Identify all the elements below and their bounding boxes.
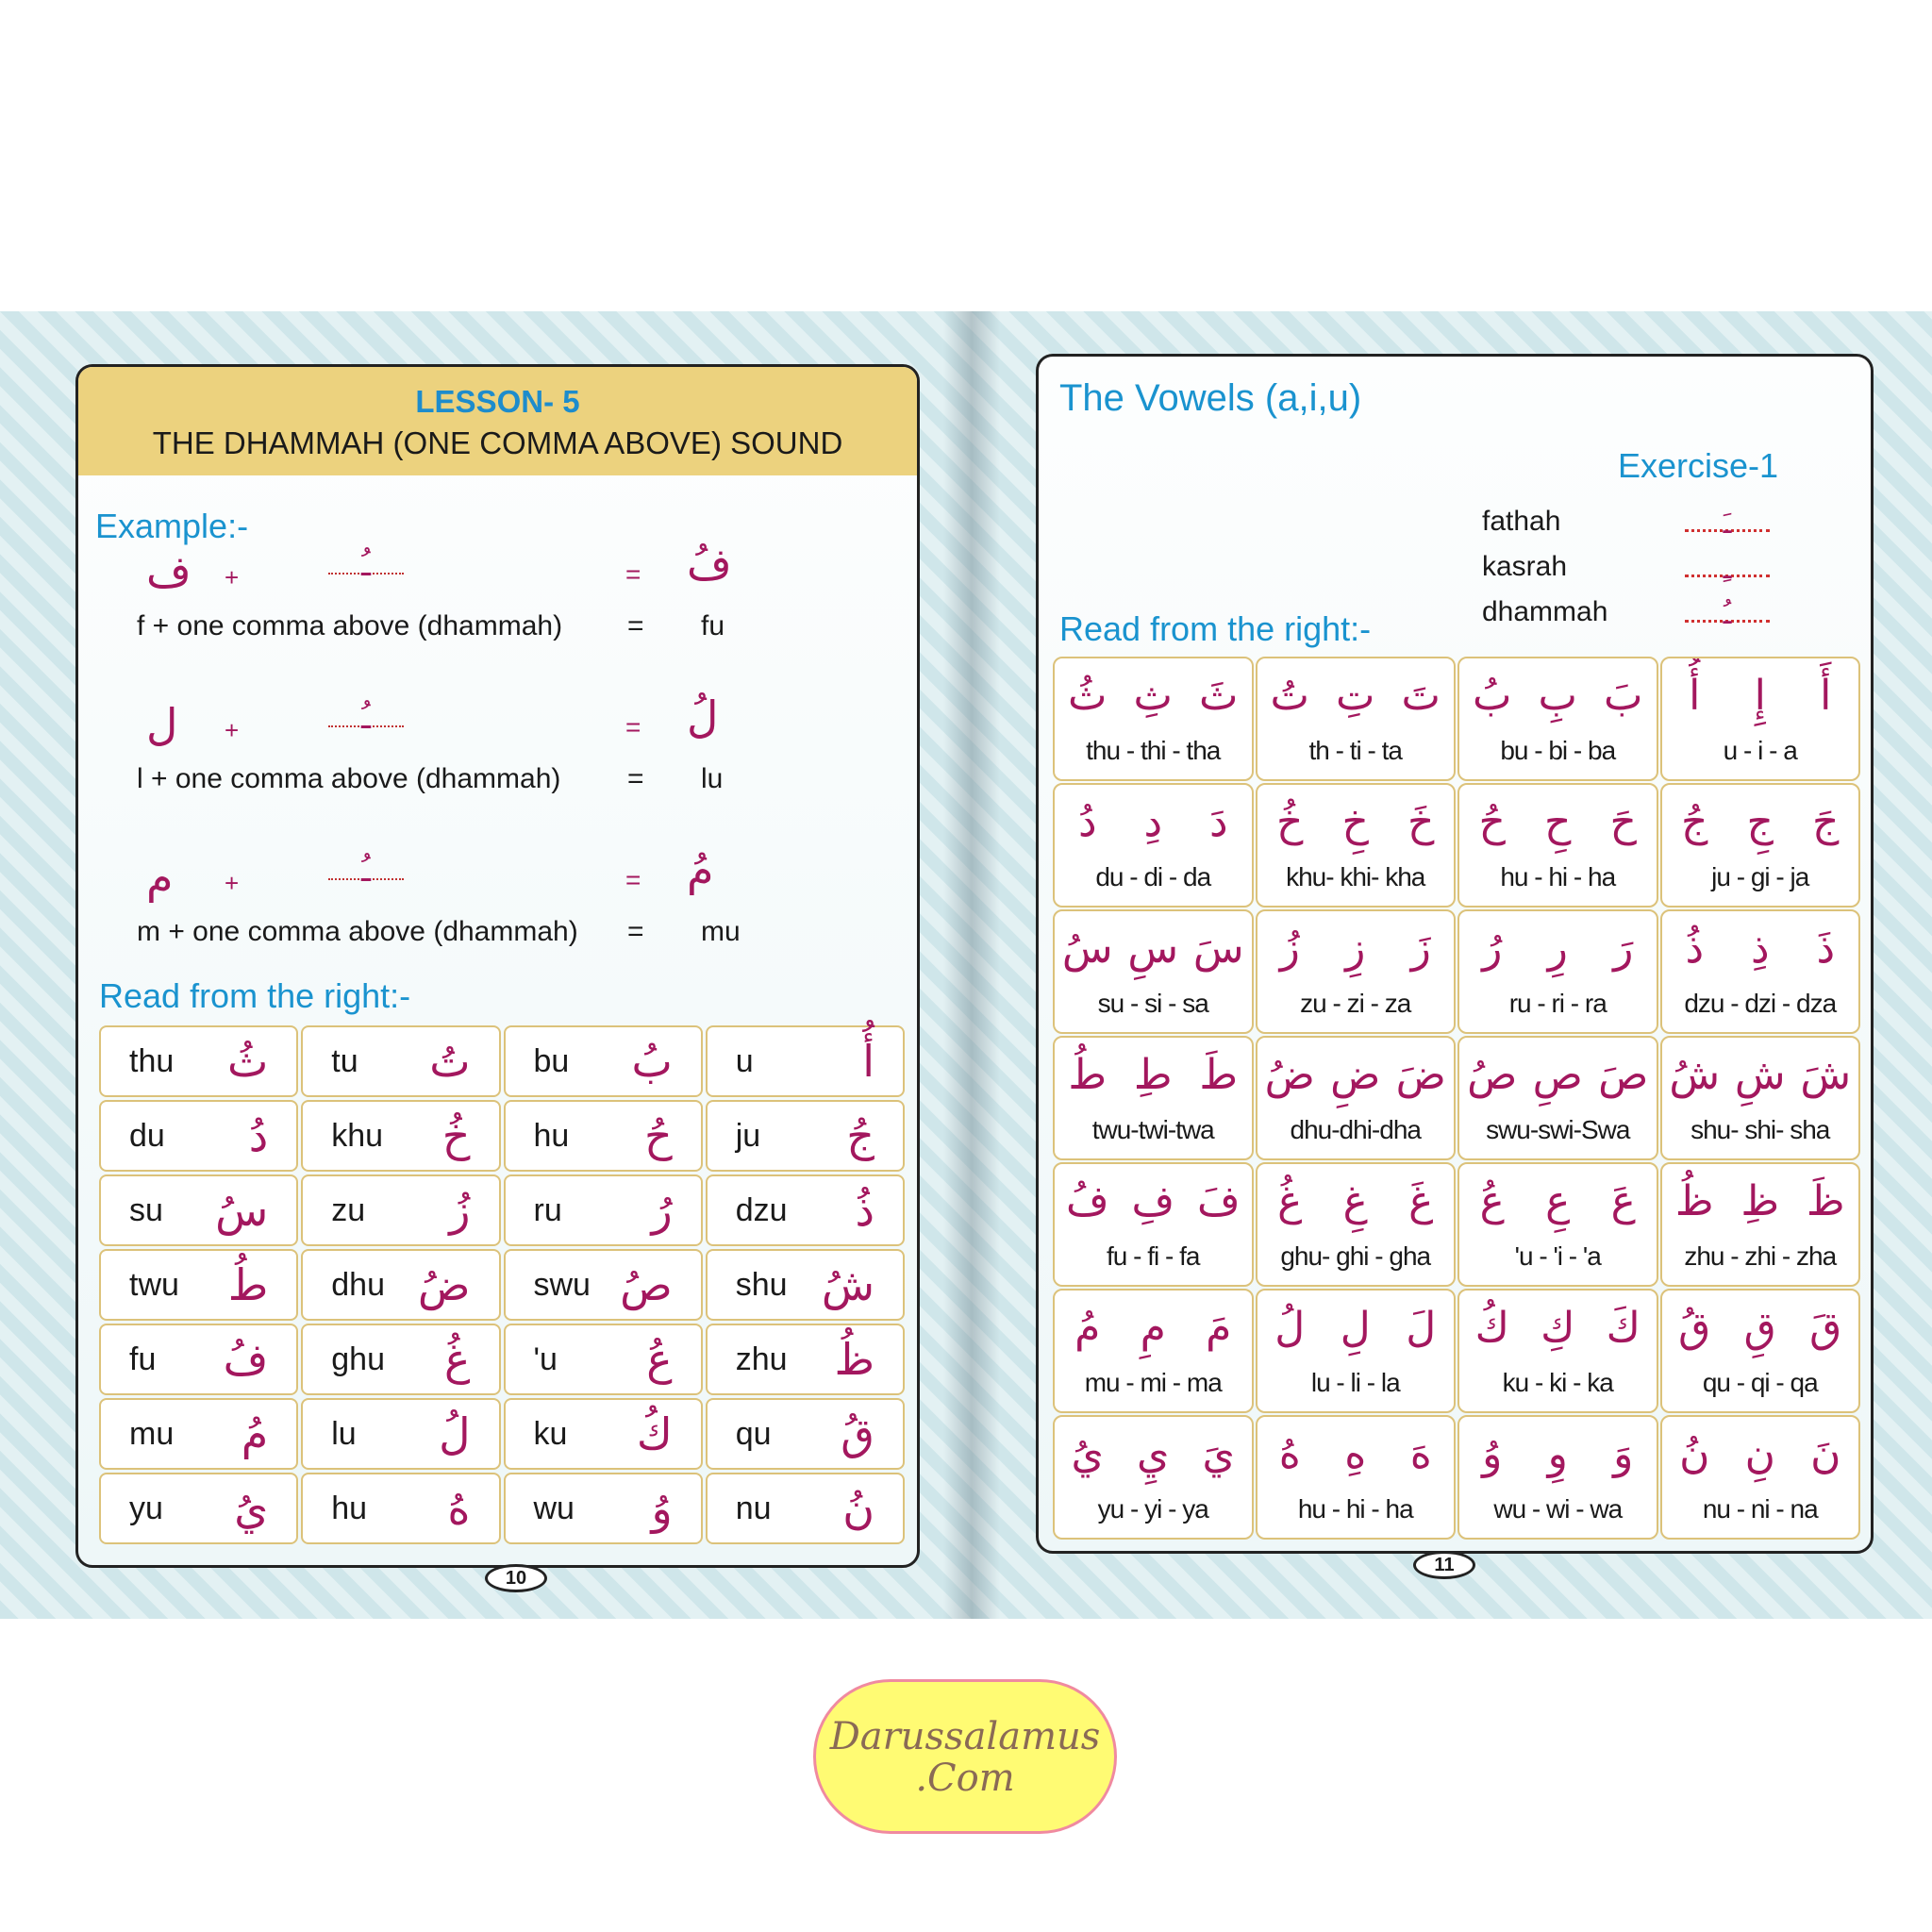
arabic-syllable: غِ — [1342, 1177, 1368, 1225]
arabic-syllable: دُ — [1077, 798, 1097, 846]
arabic-syllable: خِ — [1341, 798, 1369, 846]
romanization: thu - thi - tha — [1086, 736, 1221, 765]
romanization: qu — [735, 1415, 772, 1452]
arabic-syllable: ظُ — [1674, 1177, 1714, 1225]
arabic-syllable: غُ — [1277, 1177, 1303, 1225]
romanization: lu — [701, 763, 724, 794]
arabic-syllable: حِ — [1544, 798, 1572, 846]
romanization: wu — [533, 1490, 575, 1526]
arabic-syllable: بِ — [1538, 672, 1577, 720]
syllable-cell — [1457, 1289, 1658, 1413]
example-caption: l + one comma above (dhammah) — [137, 763, 561, 794]
arabic-letter: ثُ — [226, 1036, 269, 1087]
romanization: u - i - a — [1723, 736, 1797, 765]
vowel-mark: ـُ — [1685, 598, 1770, 623]
arabic-syllable: دِ — [1143, 798, 1163, 846]
arabic-syllable: رَ — [1613, 924, 1634, 973]
arabic-syllable: ثَ — [1199, 672, 1239, 720]
arabic-syllable: دَ — [1208, 798, 1228, 846]
arabic-letter: ف — [146, 546, 192, 597]
arabic-syllable: سَ — [1192, 924, 1244, 973]
table-cell — [99, 1249, 298, 1321]
watermark-line1: Darussalamus — [829, 1715, 1101, 1758]
romanization: yu — [129, 1490, 163, 1526]
equals-sign: = — [625, 865, 641, 894]
syllable-cell — [1053, 1289, 1254, 1413]
arabic-syllable: شُ — [1669, 1051, 1721, 1099]
romanization: lu - li - la — [1310, 1368, 1400, 1397]
arabic-syllable: نُ — [1679, 1430, 1710, 1478]
romanization: tu — [331, 1042, 358, 1079]
arabic-letter: هُ — [447, 1483, 471, 1534]
syllable-cell — [1457, 1162, 1658, 1287]
romanization: zhu — [735, 1341, 788, 1377]
romanization: yu - yi - ya — [1097, 1494, 1208, 1524]
arabic-syllable: كَ — [1606, 1304, 1641, 1352]
romanization: shu- shi- sha — [1690, 1115, 1830, 1144]
arabic-syllable: حَ — [1609, 798, 1637, 846]
syllable-cell — [1256, 783, 1457, 908]
vowel-legend-item — [1482, 551, 1732, 586]
syllable-cell — [1457, 1036, 1658, 1160]
romanization: zu - zi - za — [1300, 989, 1411, 1018]
table-cell — [706, 1249, 905, 1321]
arabic-syllable: وَ — [1613, 1430, 1634, 1478]
dhammah-mark: ـُ — [328, 852, 404, 880]
romanization: ju - gi - ja — [1711, 862, 1809, 891]
arabic-syllable: طَ — [1199, 1051, 1239, 1099]
table-cell — [99, 1100, 298, 1172]
arabic-syllable: فِ — [1131, 1177, 1175, 1225]
romanization: swu — [533, 1266, 591, 1303]
table-cell — [99, 1025, 298, 1097]
arabic-letter: بُ — [631, 1036, 673, 1087]
arabic-result: مُ — [687, 844, 714, 895]
arabic-letter: أُ — [862, 1036, 874, 1087]
arabic-syllable: ذُ — [1685, 924, 1705, 973]
syllable-cell — [1053, 1036, 1254, 1160]
exercise-label: Exercise-1 — [1618, 446, 1779, 485]
example-row — [78, 844, 917, 984]
romanization: dhu-dhi-dha — [1290, 1115, 1421, 1144]
romanization: hu — [533, 1117, 570, 1154]
page-number: 11 — [1413, 1551, 1475, 1579]
lesson-header — [78, 367, 917, 475]
romanization: ku — [533, 1415, 568, 1452]
romanization: dhu — [331, 1266, 385, 1303]
arabic-syllable: كِ — [1541, 1304, 1575, 1352]
left-page — [75, 364, 920, 1568]
arabic-syllable: ضِ — [1330, 1051, 1381, 1099]
romanization: qu - qi - qa — [1702, 1368, 1818, 1397]
arabic-syllable: أَ — [1820, 672, 1832, 720]
arabic-syllable: قِ — [1743, 1304, 1776, 1352]
arabic-syllable: يُ — [1071, 1430, 1104, 1478]
romanization: dzu — [735, 1191, 788, 1228]
table-cell — [99, 1398, 298, 1470]
table-cell — [706, 1473, 905, 1544]
equals-sign: = — [627, 763, 644, 794]
arabic-syllable: إِ — [1754, 672, 1766, 720]
syllable-cell — [1457, 1415, 1658, 1540]
romanization: dzu - dzi - dza — [1684, 989, 1837, 1018]
arabic-letter: نُ — [842, 1483, 874, 1534]
example-row — [78, 691, 917, 831]
equals-sign: = — [627, 610, 644, 641]
arabic-syllable: مِ — [1140, 1304, 1166, 1352]
plus-sign: + — [225, 716, 240, 744]
vowel-mark: ـَ — [1685, 508, 1770, 532]
arabic-syllable: طُ — [1068, 1051, 1108, 1099]
example-label: Example:- — [95, 507, 249, 545]
arabic-result: لُ — [687, 691, 719, 742]
arabic-letter: رُ — [651, 1185, 673, 1236]
arabic-letter: عُ — [646, 1334, 673, 1385]
table-cell — [504, 1324, 703, 1395]
romanization: su — [129, 1191, 163, 1228]
romanization: bu - bi - ba — [1500, 736, 1616, 765]
romanization: zhu - zhi - zha — [1684, 1241, 1837, 1271]
arabic-syllable: نِ — [1744, 1430, 1775, 1478]
arabic-syllable: فَ — [1196, 1177, 1241, 1225]
arabic-letter: ضُ — [417, 1259, 471, 1310]
arabic-syllable: ظَ — [1806, 1177, 1845, 1225]
page-number: 10 — [485, 1564, 547, 1592]
romanization: hu — [331, 1490, 368, 1526]
arabic-syllable: صَ — [1598, 1051, 1649, 1099]
read-label: Read from the right:- — [1059, 609, 1372, 648]
romanization: twu-twi-twa — [1091, 1115, 1214, 1144]
romanization: ghu — [331, 1341, 385, 1377]
arabic-letter: م — [146, 852, 174, 903]
arabic-letter: صُ — [620, 1259, 673, 1310]
syllable-cell — [1457, 657, 1658, 781]
arabic-letter: زُ — [449, 1185, 471, 1236]
vowel-mark: ـِ — [1685, 553, 1770, 577]
equals-sign: = — [625, 559, 641, 589]
arabic-letter: ل — [146, 699, 178, 750]
arabic-syllable: ثُ — [1068, 672, 1108, 720]
syllable-cell — [1256, 657, 1457, 781]
arabic-syllable: كُ — [1474, 1304, 1509, 1352]
arabic-syllable: ذَ — [1816, 924, 1836, 973]
arabic-syllable: عُ — [1479, 1177, 1505, 1225]
dhammah-mark: ـُ — [328, 699, 404, 727]
romanization: shu — [735, 1266, 788, 1303]
table-cell — [99, 1473, 298, 1544]
romanization: ju — [735, 1117, 761, 1154]
arabic-syllable: تُ — [1270, 672, 1309, 720]
arabic-syllable: يَ — [1202, 1430, 1235, 1478]
romanization: twu — [129, 1266, 179, 1303]
watermark — [813, 1679, 1117, 1834]
vowels-grid — [1053, 657, 1860, 1540]
arabic-syllable: رِ — [1547, 924, 1568, 973]
romanization: mu - mi - ma — [1084, 1368, 1222, 1397]
arabic-letter: تُ — [429, 1036, 471, 1087]
arabic-syllable: ثِ — [1133, 672, 1173, 720]
arabic-syllable: قُ — [1678, 1304, 1711, 1352]
arabic-syllable: لُ — [1274, 1304, 1306, 1352]
romanization: wu - wi - wa — [1493, 1494, 1623, 1524]
arabic-syllable: بُ — [1473, 672, 1512, 720]
arabic-syllable: يِ — [1137, 1430, 1170, 1478]
romanization: hu - hi - ha — [1500, 862, 1616, 891]
arabic-syllable: زُ — [1279, 924, 1300, 973]
syllable-cell — [1660, 909, 1861, 1034]
arabic-letter: وُ — [651, 1483, 673, 1534]
romanization: ku - ki - ka — [1502, 1368, 1613, 1397]
romanization: hu - hi - ha — [1297, 1494, 1413, 1524]
read-label: Read from the right:- — [99, 976, 411, 1015]
table-cell — [301, 1398, 500, 1470]
table-cell — [706, 1100, 905, 1172]
romanization: 'u — [533, 1341, 558, 1377]
arabic-syllable: لِ — [1340, 1304, 1371, 1352]
arabic-letter: فُ — [223, 1334, 269, 1385]
arabic-syllable: خَ — [1407, 798, 1435, 846]
arabic-syllable: زَ — [1410, 924, 1431, 973]
table-cell — [706, 1398, 905, 1470]
arabic-syllable: حُ — [1478, 798, 1506, 846]
example-row — [78, 539, 917, 678]
arabic-syllable: بَ — [1604, 672, 1643, 720]
romanization: fu - fi - fa — [1107, 1241, 1200, 1271]
arabic-letter: قُ — [841, 1408, 874, 1459]
romanization: bu — [533, 1042, 570, 1079]
arabic-letter: لُ — [439, 1408, 471, 1459]
arabic-syllable: خُ — [1276, 798, 1304, 846]
vowel-legend-item — [1482, 596, 1732, 631]
arabic-syllable: جَ — [1812, 798, 1840, 846]
arabic-letter: كُ — [636, 1408, 673, 1459]
romanization: swu-swi-Swa — [1486, 1115, 1630, 1144]
syllable-cell — [1457, 783, 1658, 908]
arabic-syllable: غَ — [1408, 1177, 1434, 1225]
table-cell — [504, 1174, 703, 1246]
table-cell — [504, 1025, 703, 1097]
syllable-cell — [1053, 657, 1254, 781]
syllable-cell — [1660, 657, 1861, 781]
romanization: fu — [701, 610, 725, 641]
romanization: thu — [129, 1042, 175, 1079]
syllable-cell — [1256, 1415, 1457, 1540]
romanization: ghu- ghi - gha — [1280, 1241, 1431, 1271]
arabic-syllable: تَ — [1401, 672, 1441, 720]
arabic-syllable: هَ — [1409, 1430, 1432, 1478]
syllable-cell — [1053, 1162, 1254, 1287]
romanization: nu — [735, 1490, 772, 1526]
table-cell — [504, 1473, 703, 1544]
table-cell — [301, 1473, 500, 1544]
vowel-legend-item — [1482, 506, 1732, 541]
arabic-syllable: صُ — [1467, 1051, 1518, 1099]
page-title: The Vowels (a,i,u) — [1059, 377, 1362, 419]
arabic-syllable: قَ — [1809, 1304, 1842, 1352]
table-cell — [706, 1025, 905, 1097]
arabic-syllable: صِ — [1532, 1051, 1583, 1099]
romanization: lu — [331, 1415, 357, 1452]
syllable-cell — [1660, 1036, 1861, 1160]
arabic-letter: خُ — [441, 1110, 471, 1161]
vowel-name: fathah — [1482, 506, 1561, 537]
arabic-letter: مُ — [241, 1408, 269, 1459]
example-caption: m + one comma above (dhammah) — [137, 916, 578, 947]
arabic-syllable: أُ — [1689, 672, 1701, 720]
arabic-syllable: سُ — [1061, 924, 1113, 973]
arabic-syllable: شِ — [1734, 1051, 1786, 1099]
syllable-cell — [1660, 1289, 1861, 1413]
arabic-syllable: ضُ — [1264, 1051, 1315, 1099]
equals-sign: = — [625, 712, 641, 741]
romanization: ru - ri - ra — [1508, 989, 1607, 1018]
right-page — [1036, 354, 1874, 1554]
arabic-letter: جُ — [846, 1110, 874, 1161]
romanization: fu — [129, 1341, 157, 1377]
watermark-line2: .Com — [915, 1757, 1015, 1800]
romanization: th - ti - ta — [1308, 736, 1402, 765]
arabic-syllable: ظِ — [1740, 1177, 1780, 1225]
romanization: su - si - sa — [1097, 989, 1208, 1018]
arabic-syllable: سِ — [1127, 924, 1179, 973]
dhammah-mark: ـُ — [328, 546, 404, 575]
arabic-letter: ظُ — [834, 1334, 874, 1385]
arabic-syllable: عِ — [1545, 1177, 1571, 1225]
syllable-cell — [1660, 783, 1861, 908]
lesson-subtitle: THE DHAMMAH (ONE COMMA ABOVE) SOUND — [152, 425, 843, 460]
arabic-letter: سُ — [215, 1185, 269, 1236]
romanization: nu - ni - na — [1702, 1494, 1818, 1524]
arabic-letter: حُ — [644, 1110, 673, 1161]
romanization: zu — [331, 1191, 366, 1228]
arabic-syllable: عَ — [1610, 1177, 1636, 1225]
romanization: khu — [331, 1117, 384, 1154]
arabic-syllable: نَ — [1810, 1430, 1841, 1478]
syllable-cell — [1053, 1415, 1254, 1540]
table-cell — [301, 1249, 500, 1321]
romanization: khu- khi- kha — [1286, 862, 1425, 891]
syllable-cell — [1256, 1036, 1457, 1160]
syllable-cell — [1053, 909, 1254, 1034]
arabic-syllable: وِ — [1547, 1430, 1568, 1478]
romanization: ru — [533, 1191, 562, 1228]
syllable-cell — [1457, 909, 1658, 1034]
arabic-syllable: هُ — [1278, 1430, 1301, 1478]
arabic-syllable: جِ — [1746, 798, 1774, 846]
arabic-syllable: زِ — [1345, 924, 1366, 973]
plus-sign: + — [225, 869, 240, 897]
plus-sign: + — [225, 563, 240, 591]
romanization: mu — [129, 1415, 175, 1452]
arabic-syllable: تِ — [1336, 672, 1375, 720]
arabic-letter: شُ — [821, 1259, 874, 1310]
arabic-syllable: لَ — [1406, 1304, 1437, 1352]
lesson-title: LESSON- 5 — [415, 384, 580, 419]
arabic-syllable: فُ — [1065, 1177, 1109, 1225]
table-cell — [504, 1249, 703, 1321]
arabic-syllable: وُ — [1482, 1430, 1503, 1478]
table-cell — [301, 1025, 500, 1097]
romanization: mu — [701, 916, 741, 947]
romanization: 'u - 'i - 'a — [1514, 1241, 1601, 1271]
arabic-letter: غُ — [444, 1334, 471, 1385]
table-cell — [301, 1174, 500, 1246]
arabic-syllable: رُ — [1482, 924, 1503, 973]
arabic-syllable: مُ — [1074, 1304, 1101, 1352]
syllable-cell — [1660, 1162, 1861, 1287]
arabic-letter: يُ — [234, 1483, 269, 1534]
arabic-syllable: جُ — [1681, 798, 1708, 846]
table-cell — [301, 1100, 500, 1172]
table-cell — [504, 1100, 703, 1172]
arabic-syllable: ضَ — [1395, 1051, 1446, 1099]
syllable-cell — [1256, 1289, 1457, 1413]
dhammah-table — [99, 1025, 905, 1544]
arabic-letter: ذُ — [855, 1185, 874, 1236]
table-cell — [504, 1398, 703, 1470]
romanization: du — [129, 1117, 165, 1154]
example-caption: f + one comma above (dhammah) — [137, 610, 563, 641]
arabic-syllable: هِ — [1344, 1430, 1367, 1478]
table-cell — [706, 1324, 905, 1395]
table-cell — [301, 1324, 500, 1395]
syllable-cell — [1660, 1415, 1861, 1540]
syllable-cell — [1256, 909, 1457, 1034]
romanization: u — [735, 1042, 754, 1079]
arabic-letter: طُ — [227, 1259, 269, 1310]
arabic-result: فُ — [687, 539, 732, 590]
vowel-name: dhammah — [1482, 596, 1608, 627]
equals-sign: = — [627, 916, 644, 947]
table-cell — [99, 1174, 298, 1246]
arabic-syllable: مَ — [1206, 1304, 1232, 1352]
table-cell — [706, 1174, 905, 1246]
arabic-syllable: طِ — [1133, 1051, 1173, 1099]
syllable-cell — [1053, 783, 1254, 908]
romanization: du - di - da — [1095, 862, 1211, 891]
arabic-syllable: ذِ — [1750, 924, 1770, 973]
table-cell — [99, 1324, 298, 1395]
syllable-cell — [1256, 1162, 1457, 1287]
vowel-name: kasrah — [1482, 551, 1568, 582]
arabic-letter: دُ — [248, 1110, 269, 1161]
arabic-syllable: شَ — [1800, 1051, 1852, 1099]
